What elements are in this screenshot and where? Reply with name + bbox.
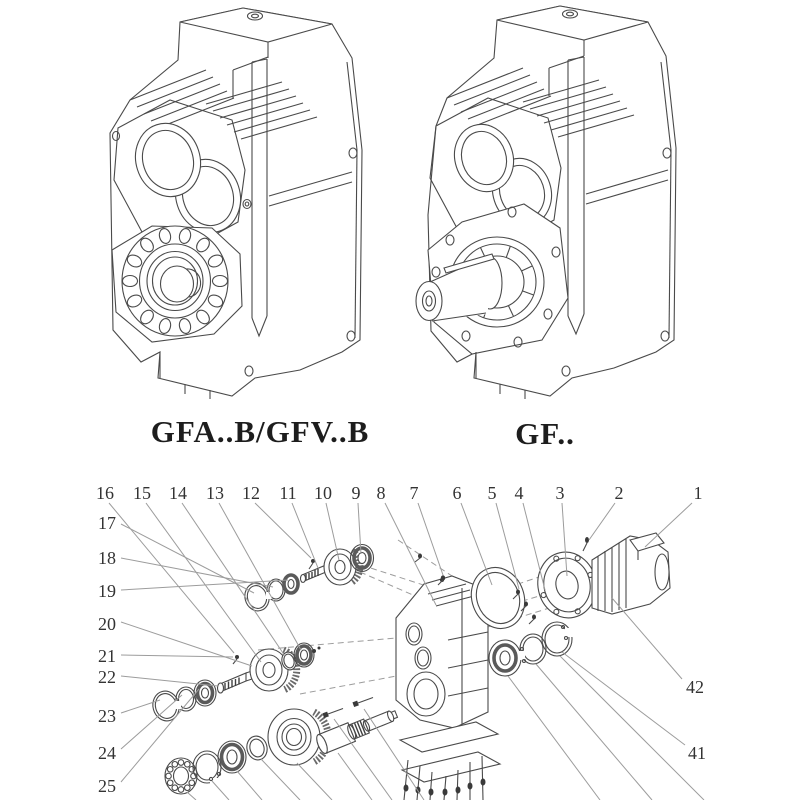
oil-seal <box>218 741 246 773</box>
callout-number: 23 <box>98 706 116 726</box>
callout-number: 4 <box>514 483 524 503</box>
leader-line <box>109 503 234 653</box>
leader-line <box>645 503 692 547</box>
callout-number: 12 <box>242 483 260 503</box>
callout-number: 41 <box>688 743 706 763</box>
leader-line <box>523 503 545 590</box>
cut-leader-line <box>212 781 229 800</box>
leader-line <box>121 676 218 686</box>
callout-number: 2 <box>614 483 624 503</box>
callout-number: 10 <box>314 483 332 503</box>
leader-line <box>418 503 443 575</box>
splined-shaft <box>218 671 253 693</box>
cut-leader-line <box>338 753 372 800</box>
bolt <box>322 706 343 718</box>
cut-leader-line <box>508 676 600 800</box>
snap-ring <box>193 751 221 786</box>
cut-leader-line <box>536 664 652 800</box>
snap-ring <box>542 622 573 656</box>
caption-right-model: GF.. <box>515 416 575 451</box>
callout-number: 42 <box>686 677 704 697</box>
callout-number: 19 <box>98 581 116 601</box>
thrust-bearing <box>165 758 197 794</box>
motor-screw <box>585 537 589 543</box>
washer <box>244 734 270 762</box>
callout-number: 15 <box>133 483 151 503</box>
leader-line <box>612 598 682 679</box>
bearing <box>351 545 374 572</box>
leader-line <box>358 503 361 554</box>
callout-number: 18 <box>98 548 116 568</box>
motor <box>592 533 670 614</box>
callout-number: 7 <box>409 483 419 503</box>
callout-number: 20 <box>98 614 116 634</box>
callout-number: 11 <box>279 483 297 503</box>
leader-line <box>589 503 615 540</box>
callout-number: 6 <box>452 483 462 503</box>
leader-line <box>121 655 233 657</box>
seal-washer <box>284 575 298 593</box>
callout-number: 13 <box>206 483 224 503</box>
callout-number: 8 <box>376 483 386 503</box>
cut-leader-line <box>187 792 196 800</box>
leader-line <box>385 503 436 605</box>
leader-line <box>562 652 685 745</box>
leader-line <box>461 503 492 585</box>
bearing <box>294 643 314 667</box>
callout-number: 17 <box>98 513 116 533</box>
gasket-plates <box>400 722 500 800</box>
callout-number: 24 <box>98 743 116 763</box>
leader-line <box>121 524 254 593</box>
leader-line <box>121 622 252 666</box>
callout-number: 22 <box>98 667 116 687</box>
snap-ring <box>266 579 285 601</box>
output-bearing <box>489 640 521 676</box>
callout-number: 21 <box>98 646 116 666</box>
callout-number: 3 <box>555 483 565 503</box>
leader-line <box>292 503 318 568</box>
callout-number: 14 <box>169 483 187 503</box>
hollow-shaft-bearing <box>122 226 228 336</box>
set-screw <box>235 655 239 659</box>
gearbox-left-drawing <box>110 8 362 399</box>
callout-number: 5 <box>487 483 497 503</box>
callout-number: 16 <box>96 483 114 503</box>
caption-left-model: GFA..B/GFV..B <box>150 414 370 449</box>
callout-number: 1 <box>693 483 703 503</box>
callout-number: 9 <box>351 483 361 503</box>
cut-leader-line <box>237 771 262 800</box>
cut-leader-line <box>364 709 424 800</box>
bolt <box>352 695 373 707</box>
callout-number: 25 <box>98 776 116 796</box>
exploded-view <box>0 480 800 800</box>
cut-leader-line <box>297 763 332 800</box>
gearbox-right-drawing <box>416 6 676 399</box>
cut-leader-line <box>560 656 704 800</box>
